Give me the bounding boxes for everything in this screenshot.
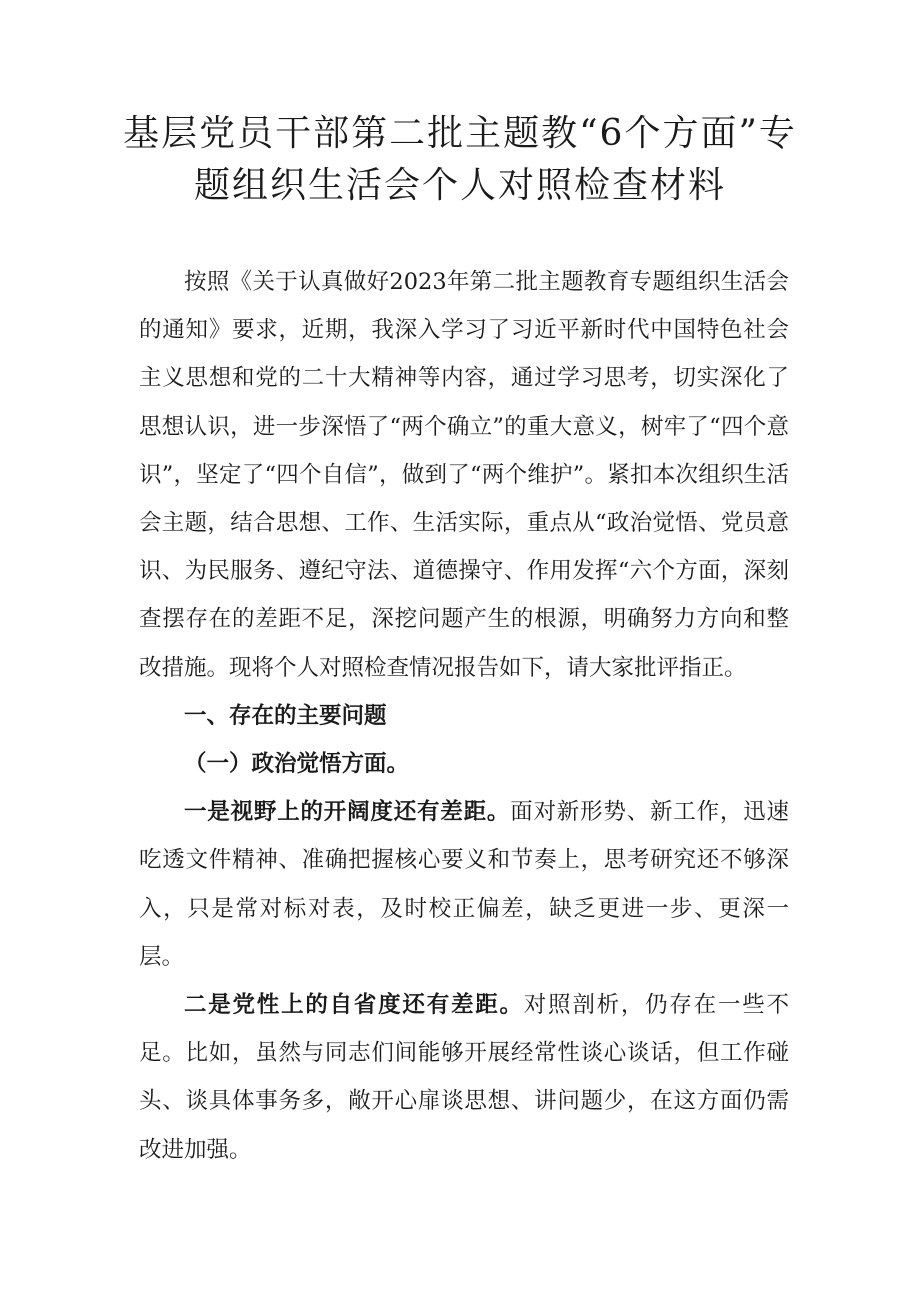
title-line-1: 基层党员干部第二批主题教“6个方面”专 [123, 113, 797, 154]
point-2-text: 对照剖析，仍存在一些不足。比如，虽然与同志们间能够开展经常性谈心谈话，但工作碰头、谈具体事务多，敞开心扉谈思想、讲问题少，在这方面仍需改进加强。 [139, 992, 789, 1163]
point-paragraph-1 [139, 788, 789, 981]
intro-paragraph: 按照《关于认真做好2023年第二批主题教育专题组织生活会的通知》要求，近期，我深入学习了习近平新时代中国特色社会主义思想和党的二十大精神等内容，通过学习思考，切实深化了思想认识，进一步深悟了“两个确立”的重大意义，树牢了“四个意识”，坚定了“四个自信”，做到了“两个维护”。紧扣本次组织生活会主题，结合思想、工作、生活实际，重点从“政治觉悟、党员意识、为民服务、遵纪守法、道德操守、作用发挥“六个方面，深刻查摆存在的差距不足，深挖问题产生的根源，明确努力方向和整改措施。现将个人对照检查情况报告如下，请大家批评指正。 [139, 269, 789, 681]
point-1-lead: 一是视野上的开阔度还有差距。 [184, 799, 511, 826]
point-paragraph-2 [139, 981, 789, 1174]
subsection-heading: （一）政治觉悟方面。 [184, 751, 410, 778]
section-heading: 一、存在的主要问题 [184, 702, 387, 729]
point-2-lead: 二是党性上的自省度还有差距。 [184, 992, 524, 1019]
title-line-2: 题组织生活会个人对照检查材料 [193, 165, 726, 206]
document-title [120, 108, 800, 212]
document-body [139, 258, 789, 1174]
point-1-text: 面对新形势、新工作，迅速吃透文件精神、准确把握核心要义和节奏上，思考研究还不够深入，只是常对标对表，及时校正偏差，缺乏更进一步、更深一层。 [139, 799, 789, 970]
